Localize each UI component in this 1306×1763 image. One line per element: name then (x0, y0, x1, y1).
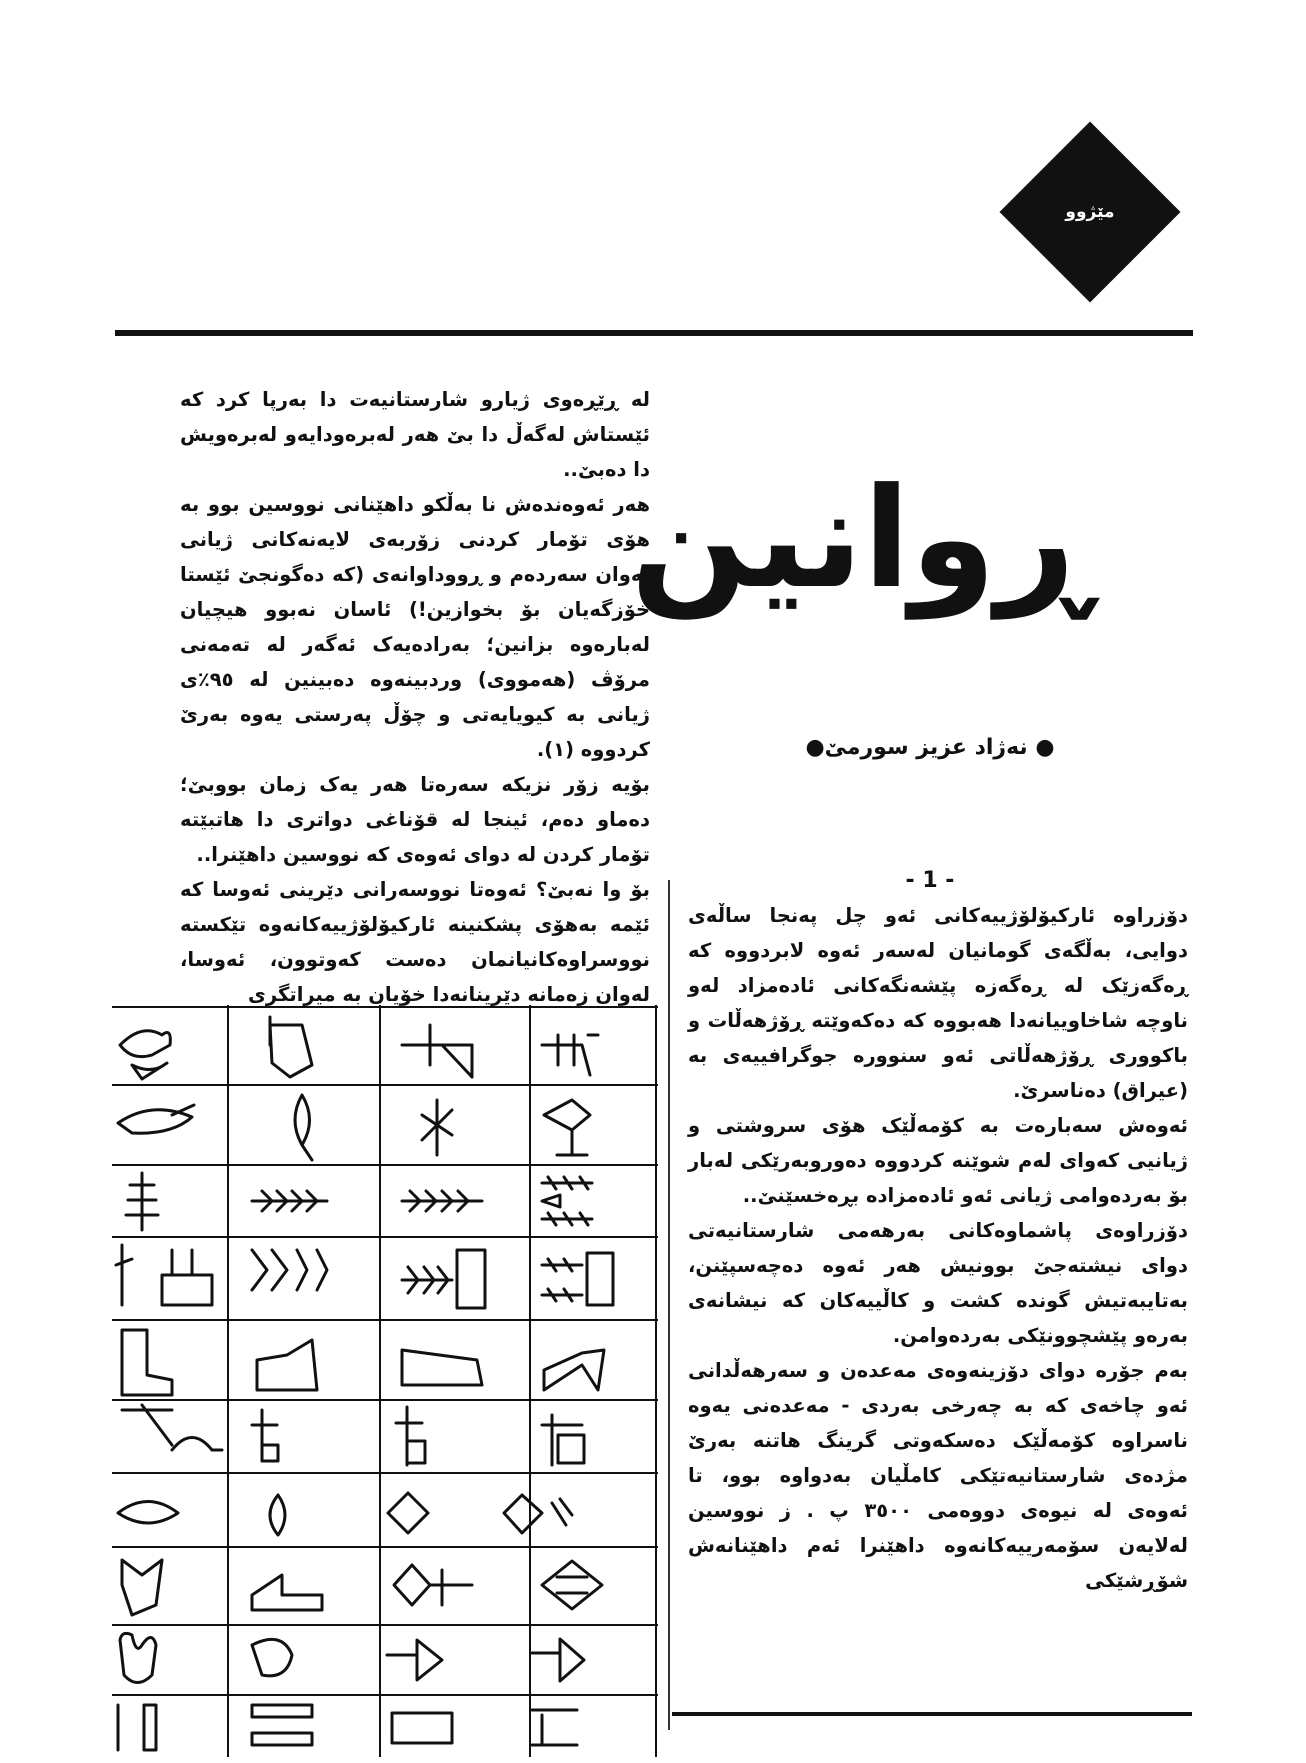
head-old-cuneiform-sign (387, 1640, 442, 1680)
article-title: ڕوانین (630, 458, 1090, 619)
plough-pictograph (122, 1405, 222, 1450)
head-cuneiform-sign (532, 1639, 584, 1681)
boot-cuneiform-sign (544, 1350, 604, 1390)
boot-archaic-sign (257, 1340, 317, 1390)
section-badge (1000, 122, 1180, 302)
fish-pictograph (118, 1105, 194, 1133)
orchard-archaic-sign (252, 1250, 327, 1290)
table-grid (112, 1005, 658, 1757)
right-column (688, 898, 1188, 1598)
plough-archaic-sign (252, 1410, 278, 1461)
ox-head-cuneiform-sign (542, 1561, 602, 1609)
bowl-pictograph (118, 1705, 156, 1750)
right-paragraph: دۆزراوە ئارکیۆلۆژییەکانی ئەو چل پەنجا ساڵەی دوایی، بەڵگەی گومانیان لەسەر ئەوە لابردووە کە ڕەگەزێک لە ڕەگەزە پێشەنگەکانی ئادەمزاد لەو ناوچە شاخاوییانەدا هەبووە کە دەکەوێتە ڕۆژهەڵات و باکووری ڕۆژهەڵاتی ئەو سنوورە جوگرافییەی بە (عیراق) دەناسرێ. (688, 904, 1188, 1102)
left-paragraph: هەر ئەوەندەش نا بەڵکو داهێنانی نووسین بوو بە هۆی تۆمار کردنی زۆربەی لایەنەکانی ژیانی ئەوان سەردەم و ڕووداوانەی (کە دەگونجێ ئێستا خۆزگەیان بۆ بخوازین!) ئاسان نەبوو هیچیان لەبارەوە بزانین؛ بەرادەیەک ئەگەر لە تەمەنی مرۆڤ (هەمووی) وردبینەوە دەبینین لە ٩٥٪ی ژیانی بە کیویایەتی و چۆڵ پەرستی یەوە بەرێ کردووە (١). (180, 493, 650, 761)
cuneiform-signs-table (112, 1005, 658, 1757)
fish-cuneiform-sign (544, 1100, 590, 1155)
footer-rule (672, 1712, 1192, 1716)
head-pictograph (120, 1633, 156, 1682)
plough-cuneiform-sign (542, 1415, 584, 1465)
bird-cuneiform-sign (542, 1035, 598, 1075)
sun-archaic-sign (270, 1495, 285, 1535)
grain-cuneiform-sign (542, 1177, 592, 1225)
right-paragraph: بەم جۆرە دوای دۆزینەوەی مەعدەن و سەرهەڵدانی ئەو چاخەی کە بە چەرخی بەردی - مەعدەنی یەوە ناسراوە کۆمەڵێک دەسکەوتی گرینگ هاتنە بەرێ مژدەی شارستانیەتێکی کامڵیان بەدواوە بوو، تا ئەوەی لە نیوەی دووەمی ٣٥٠٠ پ . ز نووسین لەلایەن سۆمەرییەکانەوە داهێنرا ئەم داهێنانەش شۆڕشێکی (688, 1359, 1188, 1592)
boot-old-cuneiform-sign (402, 1350, 482, 1385)
left-column (180, 382, 650, 1012)
sun-cuneiform-sign (504, 1495, 572, 1533)
ox-head-archaic-sign (252, 1575, 322, 1610)
ox-head-old-cuneiform-sign (394, 1565, 472, 1605)
right-paragraph: ئەوەش سەبارەت بە کۆمەڵێک هۆی سروشتی و ژیانیی کەوای لەم شوێنە کردووە دەوروبەرێکی لەبار بۆ بەردەوامی ژیانی ئەو ئادەمزادە بڕەخسێنێ.. (688, 1114, 1188, 1207)
section-label: مێژوو (1065, 202, 1115, 222)
header-rule (115, 330, 1193, 336)
orchard-old-cuneiform-sign (402, 1250, 485, 1308)
article-author: ● نەژاد عزیز سورمێ● (805, 735, 1055, 760)
left-paragraph: بۆ وا نەبێ؟ ئەوەتا نووسەرانی دێرینی ئەوسا کە ئێمە بەهۆی پشکنینە ئارکیۆلۆژییەکانەوە تێکستە نووسراوەکانیانمان دەست کەوتوون، ئەوسا، لەوان زەمانە دێرینانەدا خۆیان بە میراتگری (180, 878, 650, 1006)
sun-pictograph (118, 1502, 178, 1524)
section-number: - 1 - (905, 868, 955, 893)
boot-pictograph (122, 1330, 172, 1395)
bowl-old-cuneiform-sign (392, 1713, 452, 1743)
bowl-archaic-sign (252, 1705, 312, 1745)
ox-head-pictograph (122, 1560, 162, 1615)
bird-old-cuneiform-sign (402, 1025, 472, 1077)
plough-old-cuneiform-sign (396, 1407, 425, 1465)
head-archaic-sign (252, 1639, 292, 1675)
orchard-pictograph (116, 1245, 212, 1305)
fish-archaic-sign (295, 1095, 312, 1160)
orchard-cuneiform-sign (542, 1253, 613, 1305)
grain-archaic-sign (252, 1191, 327, 1211)
bird-archaic-sign (270, 1017, 312, 1077)
right-paragraph: دۆزراوەی پاشماوەکانی بەرهەمی شارستانیەتی دوای نیشتەجێ بوونیش هەر ئەوە دەچەسپێنن، بەتایبەتیش گوندە کشت و کاڵییەکان کە نیشانەی بەرەو پێشچوونێکی بەردەوامن. (688, 1219, 1188, 1347)
grain-old-cuneiform-sign (402, 1191, 482, 1211)
grain-pictograph (126, 1173, 158, 1230)
bird-pictograph (120, 1031, 170, 1079)
left-paragraph: بۆیە زۆر نزیکە سەرەتا هەر یەک زمان بووبێ؛ دەماو دەم، ئینجا لە قۆناغی دواتری دا هاتبێتە تۆمار کردن لە دوای ئەوەی کە نووسین داهێنرا.. (180, 773, 650, 866)
sun-old-cuneiform-sign (388, 1493, 428, 1533)
fish-old-cuneiform-sign (422, 1100, 452, 1155)
column-divider (668, 880, 670, 1730)
left-paragraph: لە ڕێڕەوی ژیارو شارستانیەت دا بەرپا کرد کە ئێستاش لەگەڵ دا بێ هەر لەبرەودایەو لەبرەویش دا دەبێ.. (180, 388, 650, 481)
bowl-cuneiform-sign (532, 1710, 577, 1745)
